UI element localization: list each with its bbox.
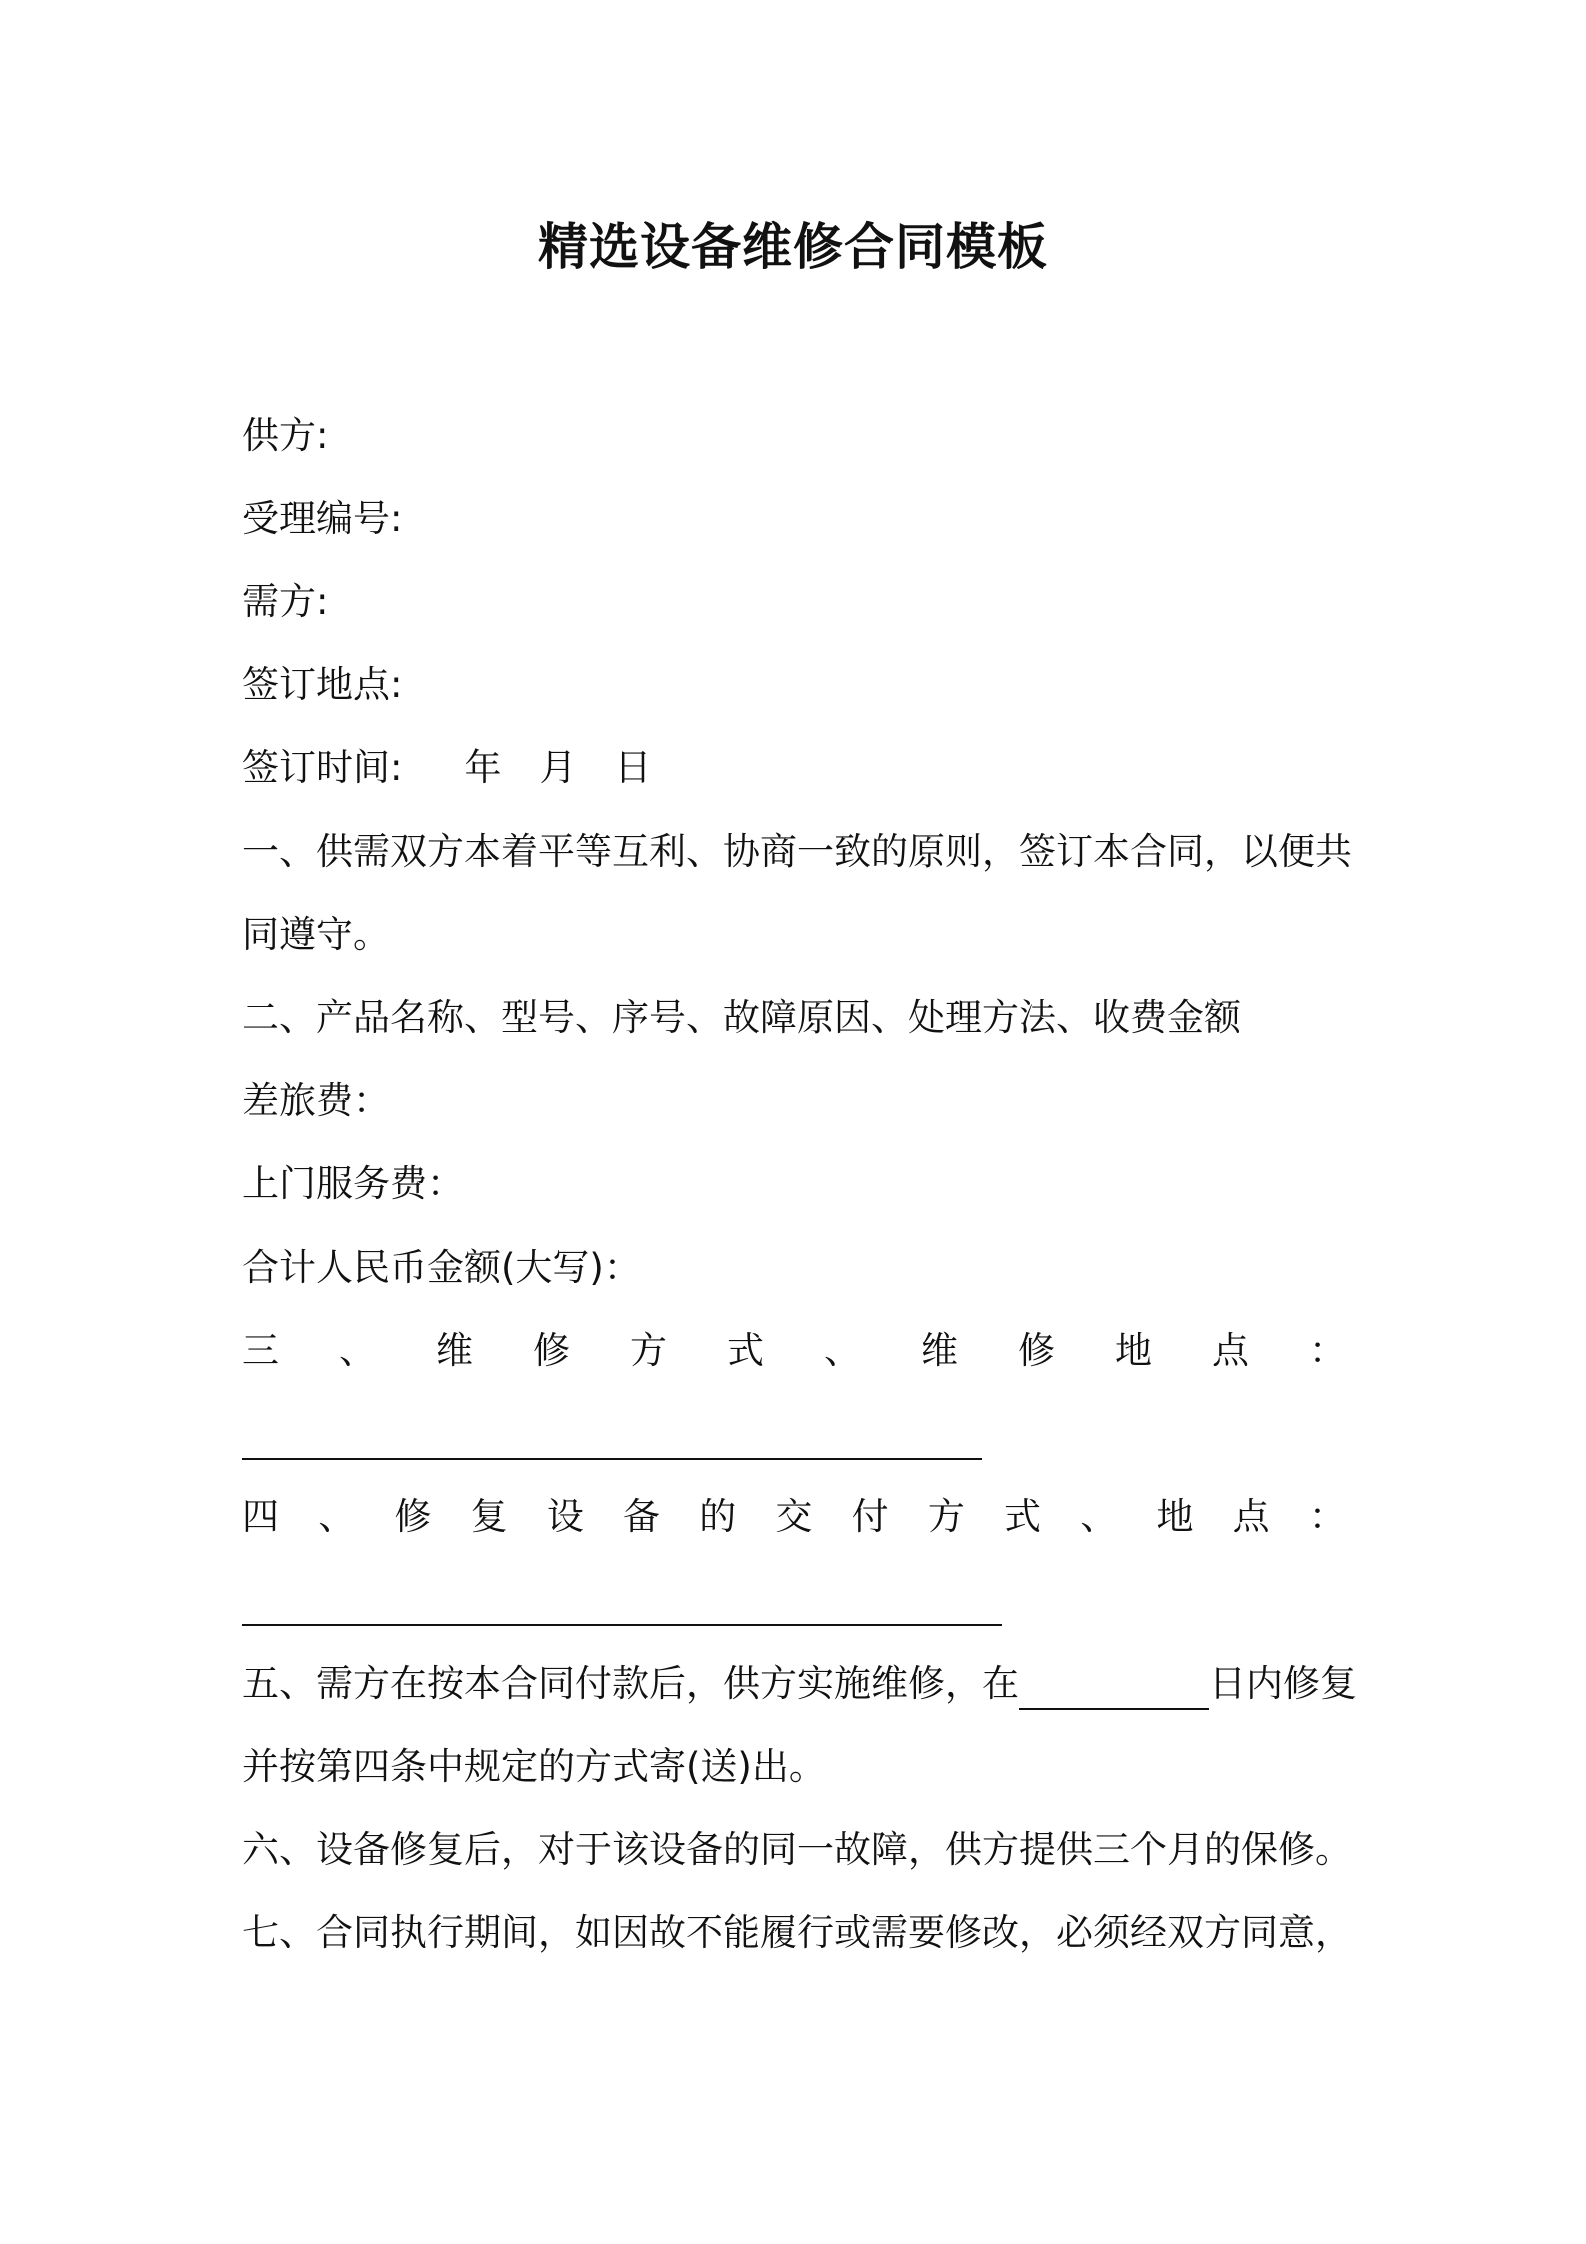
clause-4-char: 交 xyxy=(775,1495,813,1538)
clause-3-char: ： xyxy=(1309,1329,1346,1372)
clause-3-char: 修 xyxy=(1018,1329,1055,1372)
accept-number-field: 受理编号: xyxy=(242,497,403,540)
travel-fee-field: 差旅费： xyxy=(242,1079,390,1122)
clause-4 xyxy=(242,1491,1346,1543)
clause-4-char: 四 xyxy=(242,1495,279,1538)
clause-3-char: 三 xyxy=(242,1329,279,1372)
clause-4-char: 的 xyxy=(699,1495,737,1538)
clause-4-char: 设 xyxy=(546,1495,584,1538)
clause-3-blank xyxy=(242,1420,982,1460)
clause-1-line-1: 一、供需双方本着平等互利、协商一致的原则，签订本合同，以便共 xyxy=(242,830,1352,873)
clause-4-char: 、 xyxy=(318,1495,356,1538)
clause-3-blank-line xyxy=(242,1408,982,1460)
clause-5-part-1: 五、需方在按本合同付款后，供方实施维修，在 xyxy=(242,1662,1019,1705)
clause-4-char: 备 xyxy=(623,1495,661,1538)
clause-1-line-2: 同遵守。 xyxy=(242,913,390,956)
document-title: 精选设备维修合同模板 xyxy=(538,218,1048,276)
clause-3-char: 修 xyxy=(533,1329,570,1372)
clause-4-char: 、 xyxy=(1080,1495,1118,1538)
buyer-field: 需方: xyxy=(242,580,329,623)
clause-4-blank-line xyxy=(242,1574,1002,1626)
clause-3-char: 式 xyxy=(727,1329,764,1372)
clause-4-blank xyxy=(242,1586,1002,1626)
clause-5-line-2: 并按第四条中规定的方式寄(送)出。 xyxy=(242,1745,826,1788)
clause-3-char: 地 xyxy=(1115,1329,1152,1372)
total-amount-field: 合计人民币金额(大写)： xyxy=(242,1246,641,1289)
sign-time-day: 日 xyxy=(614,746,652,789)
sign-time-month: 月 xyxy=(539,746,577,789)
clause-5-days-blank xyxy=(1019,1670,1209,1710)
clause-4-char: 复 xyxy=(470,1495,508,1538)
supplier-field: 供方: xyxy=(242,414,329,457)
clause-3-char: 、 xyxy=(824,1329,861,1372)
sign-time-label: 签订时间: xyxy=(242,746,403,789)
clause-7: 七、合同执行期间，如因故不能履行或需要修改，必须经双方同意， xyxy=(242,1911,1352,1954)
clause-3-char: 维 xyxy=(436,1329,473,1372)
clause-4-char: 付 xyxy=(851,1495,889,1538)
clause-3-char: 维 xyxy=(921,1329,958,1372)
clause-4-char: 点 xyxy=(1232,1495,1270,1538)
clause-4-char: ： xyxy=(1308,1495,1346,1538)
clause-4-char: 方 xyxy=(927,1495,965,1538)
service-fee-field: 上门服务费： xyxy=(242,1162,464,1205)
clause-3-char: 点 xyxy=(1212,1329,1249,1372)
clause-5-part-2: 日内修复 xyxy=(1209,1662,1357,1705)
clause-4-char: 地 xyxy=(1156,1495,1194,1538)
clause-3 xyxy=(242,1325,1346,1377)
clause-3-char: 、 xyxy=(339,1329,376,1372)
sign-time-field xyxy=(242,742,651,794)
clause-2: 二、产品名称、型号、序号、故障原因、处理方法、收费金额 xyxy=(242,996,1241,1039)
clause-5-line-1 xyxy=(242,1658,1357,1710)
sign-place-field: 签订地点: xyxy=(242,663,403,706)
sign-time-year: 年 xyxy=(464,746,502,789)
clause-4-char: 式 xyxy=(1004,1495,1042,1538)
clause-4-char: 修 xyxy=(394,1495,432,1538)
clause-6: 六、设备修复后，对于该设备的同一故障，供方提供三个月的保修。 xyxy=(242,1828,1352,1871)
clause-3-char: 方 xyxy=(630,1329,667,1372)
